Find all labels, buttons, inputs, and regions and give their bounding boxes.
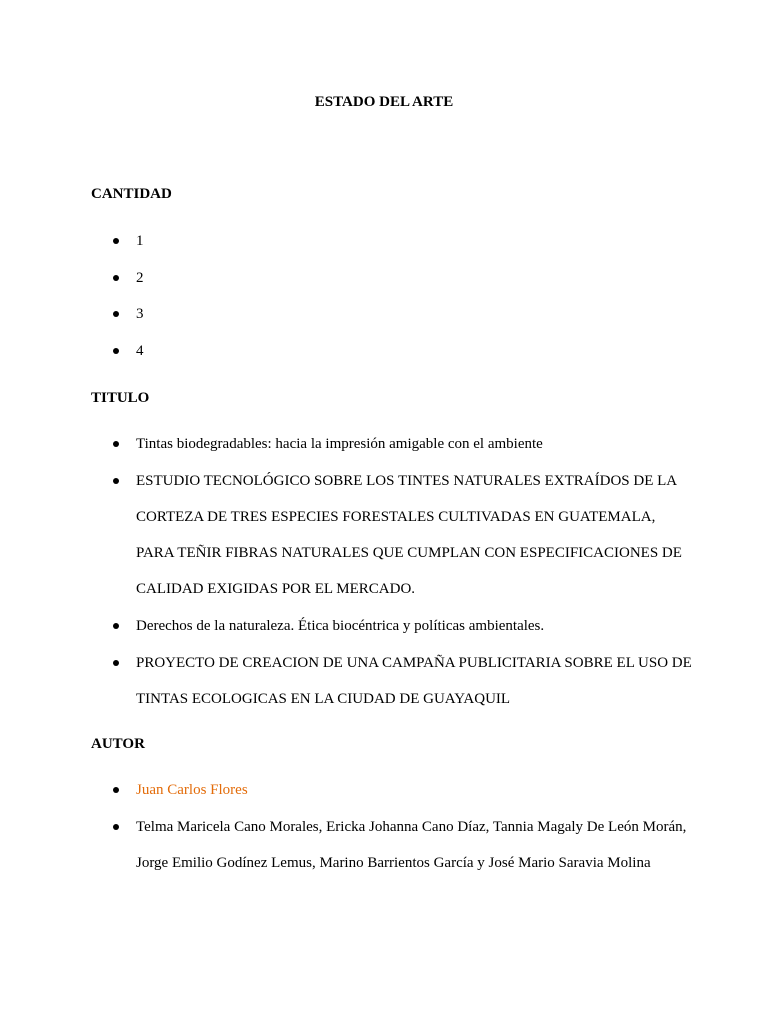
section-heading-autor: AUTOR	[91, 736, 145, 752]
list-item-text: 3	[136, 306, 144, 323]
list-item-text: PROYECTO DE CREACION DE UNA CAMPAÑA PUBLICITARIA SOBRE EL USO DE TINTAS ECOLOGICAS EN LA CIUDAD DE GUAYAQUIL	[136, 655, 692, 707]
list-item-text: Telma Maricela Cano Morales, Ericka Johanna Cano Díaz, Tannia Magaly De León Morán, Jorge Emilio Godínez Lemus, Marino Barrientos García y José Mario Saravia Molina	[136, 819, 687, 871]
page-title: ESTADO DEL ARTE	[314, 94, 454, 110]
list-item	[0, 268, 696, 305]
list-item	[0, 304, 696, 341]
bullet-icon	[113, 348, 119, 354]
list-item	[0, 809, 696, 881]
list-item	[0, 426, 696, 462]
list-item	[0, 231, 696, 268]
list-item-text: ESTUDIO TECNOLÓGICO SOBRE LOS TINTES NATURALES EXTRAÍDOS DE LA CORTEZA DE TRES ESPECIES FORESTALES CULTIVADAS EN GUATEMALA, PARA TEÑIR FIBRAS NATURALES QUE CUMPLAN CON ESPECIFICACIONES DE CALIDAD EXIGIDAS POR EL MERCADO.	[136, 473, 682, 597]
list-item	[0, 463, 696, 607]
list-item-text: Derechos de la naturaleza. Ética biocéntrica y políticas ambientales.	[136, 618, 545, 634]
bullet-icon	[113, 311, 119, 317]
bullet-icon	[113, 275, 119, 281]
bullet-icon	[113, 787, 119, 793]
bullet-icon	[113, 660, 119, 666]
list-item	[0, 645, 696, 717]
list-item	[0, 772, 696, 808]
autor-list	[0, 772, 768, 882]
cantidad-list	[0, 231, 768, 377]
list-item	[0, 341, 696, 378]
list-item-text: 4	[136, 342, 144, 359]
author-link[interactable]: Juan Carlos Flores	[136, 782, 248, 798]
list-item-text: 1	[136, 233, 144, 249]
bullet-icon	[113, 238, 119, 244]
bullet-icon	[113, 478, 119, 484]
titulo-list	[0, 426, 768, 718]
section-heading-titulo: TITULO	[91, 390, 150, 406]
list-item	[0, 608, 696, 644]
list-item-text: Tintas biodegradables: hacia la impresión amigable con el ambiente	[136, 436, 543, 452]
section-heading-cantidad: CANTIDAD	[91, 186, 172, 202]
bullet-icon	[113, 441, 119, 447]
bullet-icon	[113, 623, 119, 629]
list-item-text: 2	[136, 269, 144, 286]
bullet-icon	[113, 824, 119, 830]
